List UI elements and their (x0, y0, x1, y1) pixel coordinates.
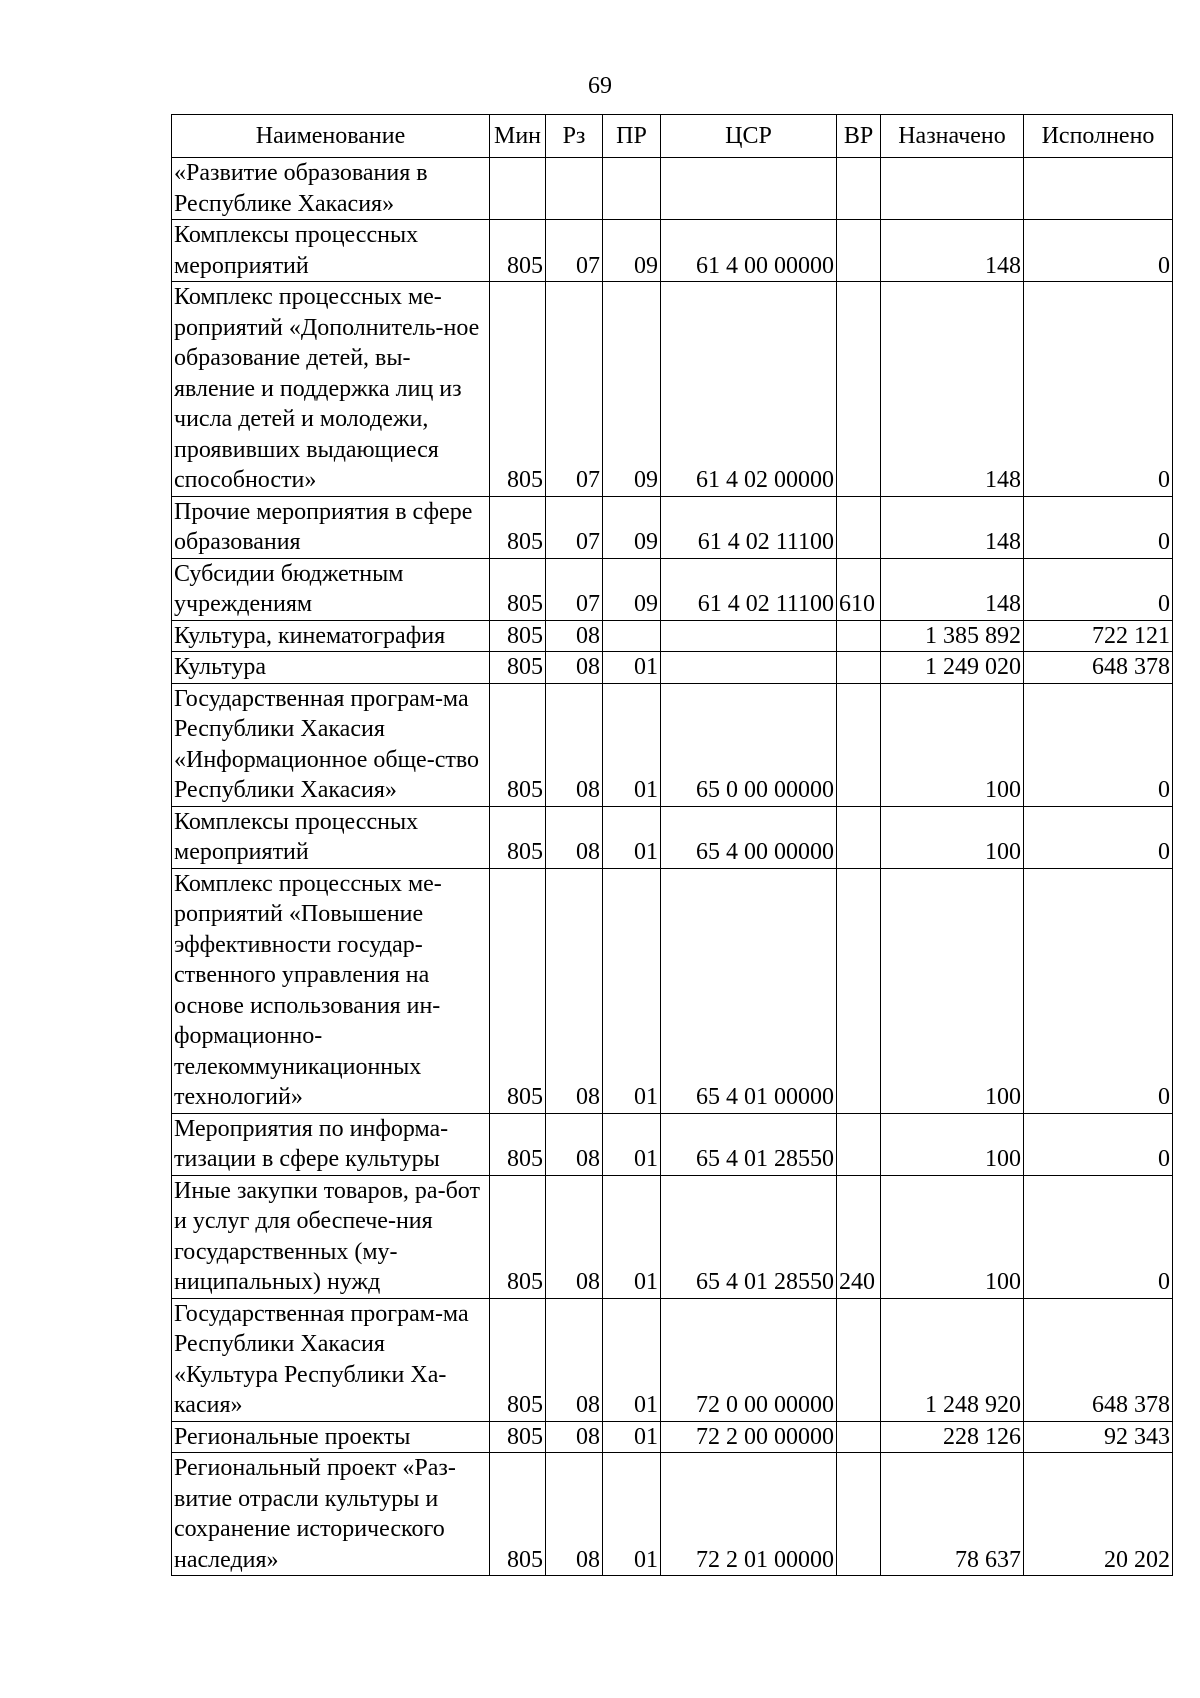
row-executed: 0 (1024, 496, 1173, 558)
row-assigned: 78 637 (881, 1453, 1024, 1576)
row-csr: 61 4 02 00000 (661, 282, 837, 497)
row-executed: 648 378 (1024, 652, 1173, 684)
page-number: 69 (588, 73, 612, 99)
row-csr: 65 0 00 00000 (661, 683, 837, 806)
row-rz: 08 (546, 1421, 603, 1453)
row-pr: 09 (603, 496, 661, 558)
row-csr: 65 4 01 28550 (661, 1175, 837, 1298)
row-executed: 0 (1024, 868, 1173, 1113)
row-executed: 92 343 (1024, 1421, 1173, 1453)
row-name: Культура (172, 652, 490, 684)
row-pr: 01 (603, 1298, 661, 1421)
row-vr (837, 1113, 881, 1175)
header-rz: Рз (546, 115, 603, 158)
row-rz: 08 (546, 652, 603, 684)
row-vr (837, 868, 881, 1113)
row-pr: 09 (603, 220, 661, 282)
table-row (172, 1175, 1173, 1298)
row-assigned: 148 (881, 220, 1024, 282)
row-vr: 240 (837, 1175, 881, 1298)
table-row (172, 652, 1173, 684)
table-row (172, 1421, 1173, 1453)
row-name: Культура, кинематография (172, 620, 490, 652)
table-row (172, 220, 1173, 282)
row-rz: 08 (546, 868, 603, 1113)
row-vr (837, 1421, 881, 1453)
row-vr (837, 806, 881, 868)
row-csr (661, 620, 837, 652)
row-min: 805 (490, 220, 546, 282)
row-rz: 07 (546, 558, 603, 620)
header-pr: ПР (603, 115, 661, 158)
row-vr (837, 1453, 881, 1576)
row-min: 805 (490, 1113, 546, 1175)
table-row (172, 496, 1173, 558)
row-pr: 01 (603, 868, 661, 1113)
row-pr: 01 (603, 1453, 661, 1576)
row-min: 805 (490, 496, 546, 558)
row-vr: 610 (837, 558, 881, 620)
row-name: Субсидии бюджетным учреждениям (172, 558, 490, 620)
row-pr: 01 (603, 683, 661, 806)
table-row (172, 558, 1173, 620)
row-csr: 72 2 00 00000 (661, 1421, 837, 1453)
row-vr (837, 620, 881, 652)
row-rz: 07 (546, 282, 603, 497)
budget-table (171, 114, 1173, 1576)
header-executed: Исполнено (1024, 115, 1173, 158)
row-executed: 0 (1024, 558, 1173, 620)
table-row (172, 806, 1173, 868)
row-name: Региональный проект «Раз-витие отрасли культуры и сохранение исторического наследия» (172, 1453, 490, 1576)
row-rz: 08 (546, 683, 603, 806)
row-vr (837, 496, 881, 558)
header-vr: ВР (837, 115, 881, 158)
row-name: Комплексы процессных мероприятий (172, 220, 490, 282)
row-vr (837, 158, 881, 220)
header-name: Наименование (172, 115, 490, 158)
row-pr (603, 158, 661, 220)
row-min: 805 (490, 558, 546, 620)
row-pr: 01 (603, 806, 661, 868)
table-row (172, 868, 1173, 1113)
row-executed: 20 202 (1024, 1453, 1173, 1576)
row-name: Региональные проекты (172, 1421, 490, 1453)
table-row (172, 620, 1173, 652)
row-csr: 72 2 01 00000 (661, 1453, 837, 1576)
row-rz: 07 (546, 220, 603, 282)
row-vr (837, 282, 881, 497)
row-min: 805 (490, 868, 546, 1113)
row-min: 805 (490, 1421, 546, 1453)
row-assigned: 100 (881, 868, 1024, 1113)
row-assigned: 100 (881, 683, 1024, 806)
header-csr: ЦСР (661, 115, 837, 158)
row-csr: 61 4 00 00000 (661, 220, 837, 282)
row-name: Комплексы процессных мероприятий (172, 806, 490, 868)
row-min: 805 (490, 683, 546, 806)
table-row (172, 1113, 1173, 1175)
row-csr (661, 652, 837, 684)
row-name: «Развитие образования в Республике Хакасия» (172, 158, 490, 220)
row-csr: 65 4 00 00000 (661, 806, 837, 868)
row-pr: 01 (603, 652, 661, 684)
row-executed: 0 (1024, 806, 1173, 868)
row-pr (603, 620, 661, 652)
row-csr: 61 4 02 11100 (661, 496, 837, 558)
row-name: Иные закупки товаров, ра-бот и услуг для обеспече-ния государственных (му-ниципальных) нужд (172, 1175, 490, 1298)
row-vr (837, 683, 881, 806)
row-csr: 65 4 01 00000 (661, 868, 837, 1113)
row-assigned: 1 385 892 (881, 620, 1024, 652)
row-executed: 0 (1024, 1175, 1173, 1298)
row-executed (1024, 158, 1173, 220)
row-name: Государственная програм-ма Республики Хакасия «Культура Республики Ха-касия» (172, 1298, 490, 1421)
header-assigned: Назначено (881, 115, 1024, 158)
row-csr (661, 158, 837, 220)
table-header-row (172, 115, 1173, 158)
row-rz: 08 (546, 620, 603, 652)
row-rz: 07 (546, 496, 603, 558)
row-csr: 72 0 00 00000 (661, 1298, 837, 1421)
row-pr: 09 (603, 558, 661, 620)
row-pr: 01 (603, 1113, 661, 1175)
row-assigned (881, 158, 1024, 220)
row-executed: 722 121 (1024, 620, 1173, 652)
row-name: Прочие мероприятия в сфере образования (172, 496, 490, 558)
row-assigned: 228 126 (881, 1421, 1024, 1453)
table-row (172, 683, 1173, 806)
row-assigned: 148 (881, 558, 1024, 620)
table-row (172, 1453, 1173, 1576)
row-executed: 648 378 (1024, 1298, 1173, 1421)
row-assigned: 1 248 920 (881, 1298, 1024, 1421)
row-rz: 08 (546, 1113, 603, 1175)
row-name: Государственная програм-ма Республики Хакасия «Информационное обще-ство Республики Хакасия» (172, 683, 490, 806)
table-row (172, 1298, 1173, 1421)
header-min: Мин (490, 115, 546, 158)
row-assigned: 100 (881, 1113, 1024, 1175)
row-min: 805 (490, 806, 546, 868)
row-assigned: 100 (881, 1175, 1024, 1298)
row-executed: 0 (1024, 220, 1173, 282)
row-rz (546, 158, 603, 220)
row-csr: 61 4 02 11100 (661, 558, 837, 620)
row-assigned: 148 (881, 282, 1024, 497)
row-min: 805 (490, 652, 546, 684)
row-name: Комплекс процессных ме-роприятий «Дополнитель-ное образование детей, вы-явление и поддержка лиц из числа детей и молодежи, проявивших выдающиеся способности» (172, 282, 490, 497)
row-vr (837, 652, 881, 684)
row-min: 805 (490, 282, 546, 497)
row-name: Комплекс процессных ме-роприятий «Повышение эффективности государ-ственного управления на основе использования ин-формационно-телекоммуникационных технологий» (172, 868, 490, 1113)
row-vr (837, 1298, 881, 1421)
row-min: 805 (490, 1175, 546, 1298)
row-rz: 08 (546, 1453, 603, 1576)
row-executed: 0 (1024, 683, 1173, 806)
row-pr: 09 (603, 282, 661, 497)
row-min: 805 (490, 1453, 546, 1576)
row-assigned: 1 249 020 (881, 652, 1024, 684)
row-assigned: 148 (881, 496, 1024, 558)
row-pr: 01 (603, 1175, 661, 1298)
row-pr: 01 (603, 1421, 661, 1453)
row-vr (837, 220, 881, 282)
row-rz: 08 (546, 1298, 603, 1421)
row-min: 805 (490, 620, 546, 652)
row-rz: 08 (546, 806, 603, 868)
row-csr: 65 4 01 28550 (661, 1113, 837, 1175)
row-executed: 0 (1024, 282, 1173, 497)
row-rz: 08 (546, 1175, 603, 1298)
row-min (490, 158, 546, 220)
row-min: 805 (490, 1298, 546, 1421)
row-executed: 0 (1024, 1113, 1173, 1175)
row-name: Мероприятия по информа-тизации в сфере культуры (172, 1113, 490, 1175)
row-assigned: 100 (881, 806, 1024, 868)
table-row (172, 282, 1173, 497)
table-row (172, 158, 1173, 220)
